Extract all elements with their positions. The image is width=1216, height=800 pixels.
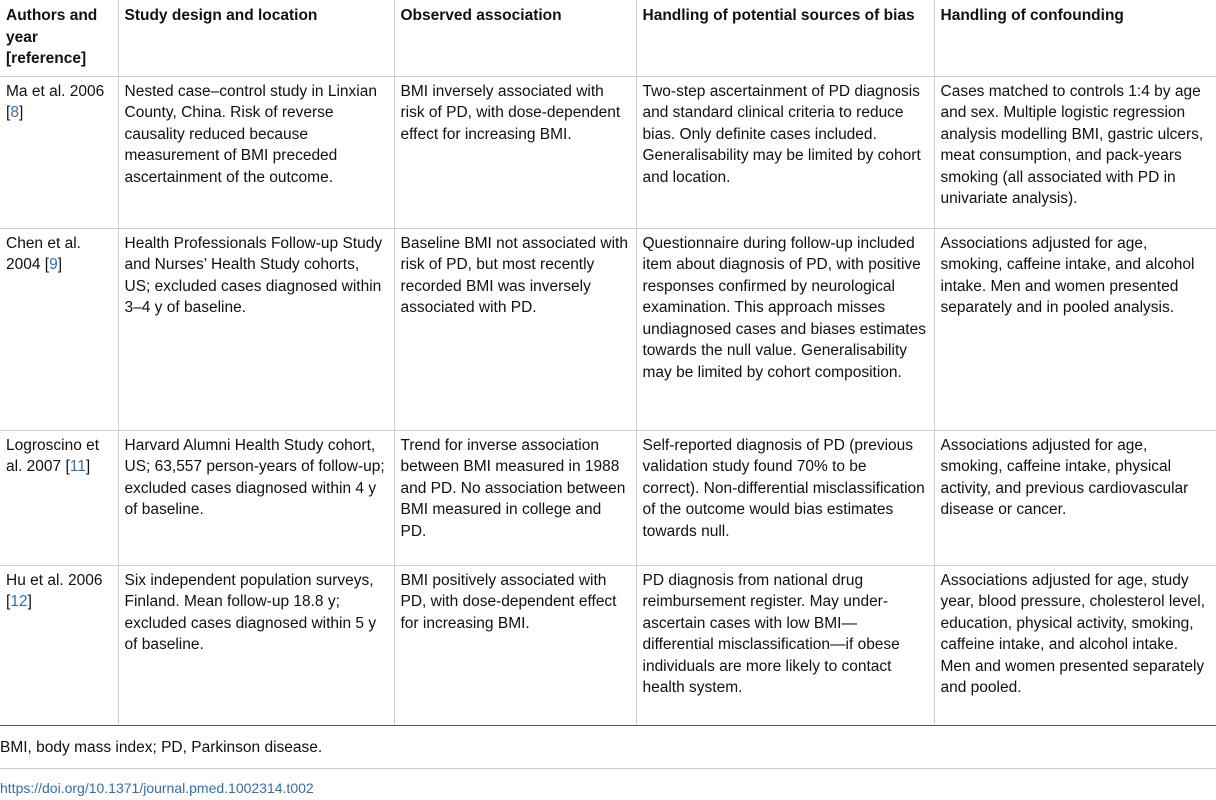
ref-close-bracket: ] <box>85 458 91 475</box>
ref-open-bracket: [ <box>40 256 50 273</box>
cell-observed-association: BMI inversely associated with risk of PD, with dose-dependent effect for increasing BMI. <box>394 76 636 228</box>
cell-bias-handling: Two-step ascertainment of PD diagnosis and standard clinical criteria to reduce bias. Only definite cases included. Generalisability may be limited by cohort and location. <box>636 76 934 228</box>
ref-open-bracket: [ <box>6 593 11 610</box>
reference-link[interactable]: 8 <box>10 104 19 121</box>
cell-author-year <box>0 228 118 430</box>
header-authors-year: Authors and year [reference] <box>0 0 118 76</box>
table-row <box>0 228 1216 430</box>
table-row <box>0 565 1216 725</box>
ref-close-bracket: ] <box>18 104 24 121</box>
cell-author-year <box>0 430 118 565</box>
header-bias-handling: Handling of potential sources of bias <box>636 0 934 76</box>
cell-confounding-handling: Cases matched to controls 1:4 by age and sex. Multiple logistic regression analysis modelling BMI, gastric ulcers, meat consumption, and pack-years smoking (all associated with PD in univariate analysis). <box>934 76 1216 228</box>
cell-confounding-handling: Associations adjusted for age, smoking, caffeine intake, and alcohol intake. Men and women presented separately and in pooled analysis. <box>934 228 1216 430</box>
doi-link[interactable]: https://doi.org/10.1371/journal.pmed.1002314.t002 <box>0 780 314 796</box>
table-header-row <box>0 0 1216 76</box>
header-study-design: Study design and location <box>118 0 394 76</box>
cell-bias-handling: Questionnaire during follow-up included item about diagnosis of PD, with positive responses confirmed by neurological examination. This approach misses undiagnosed cases and biases estimates towards the null value. Generalisability may be limited by cohort composition. <box>636 228 934 430</box>
cell-author-year <box>0 76 118 228</box>
cell-study-design: Harvard Alumni Health Study cohort, US; 63,557 person-years of follow-up; excluded cases diagnosed within 4 y of baseline. <box>118 430 394 565</box>
cell-confounding-handling: Associations adjusted for age, smoking, caffeine intake, physical activity, and previous cardiovascular disease or cancer. <box>934 430 1216 565</box>
cell-study-design: Nested case–control study in Linxian County, China. Risk of reverse causality reduced because measurement of BMI preceded ascertainment of the outcome. <box>118 76 394 228</box>
ref-open-bracket: [ <box>6 104 11 121</box>
reference-link[interactable]: 12 <box>10 593 28 610</box>
cell-observed-association: Trend for inverse association between BMI measured in 1988 and PD. No association between BMI measured in college and PD. <box>394 430 636 565</box>
cell-author-year <box>0 565 118 725</box>
cell-confounding-handling: Associations adjusted for age, study year, blood pressure, cholesterol level, education, physical activity, smoking, caffeine intake, and alcohol intake. Men and women presented separately and pooled. <box>934 565 1216 725</box>
table-footnote: BMI, body mass index; PD, Parkinson disease. <box>0 739 323 756</box>
author-year-text: Chen et al. 2004 <box>6 234 81 273</box>
cell-study-design: Six independent population surveys, Finland. Mean follow-up 18.8 y; excluded cases diagnosed within 5 y of baseline. <box>118 565 394 725</box>
cell-bias-handling: PD diagnosis from national drug reimbursement register. May under-ascertain cases with low BMI—differential misclassification—if obese individuals are more likely to contact health system. <box>636 565 934 725</box>
ref-close-bracket: ] <box>27 593 32 610</box>
table-row <box>0 76 1216 228</box>
author-year-text: Hu et al. 2006 <box>6 571 103 589</box>
ref-open-bracket: [ <box>61 458 70 475</box>
author-year-text: Logroscino et al. 2007 <box>6 436 100 475</box>
divider <box>0 768 1216 769</box>
cell-study-design: Health Professionals Follow-up Study and Nurses’ Health Study cohorts, US; excluded cases diagnosed within 3–4 y of baseline. <box>118 228 394 430</box>
reference-link[interactable]: 9 <box>49 256 58 273</box>
cell-bias-handling: Self-reported diagnosis of PD (previous validation study found 70% to be correct). Non-differential misclassification of the outcome would bias estimates towards null. <box>636 430 934 565</box>
header-confounding-handling: Handling of confounding <box>934 0 1216 76</box>
ref-close-bracket: ] <box>57 256 63 273</box>
cell-observed-association: BMI positively associated with PD, with dose-dependent effect for increasing BMI. <box>394 565 636 725</box>
header-observed-association: Observed association <box>394 0 636 76</box>
cell-observed-association: Baseline BMI not associated with risk of PD, but most recently recorded BMI was inversely associated with PD. <box>394 228 636 430</box>
table-row <box>0 430 1216 565</box>
author-year-text: Ma et al. 2006 <box>6 82 105 100</box>
reference-link[interactable]: 11 <box>69 458 86 475</box>
